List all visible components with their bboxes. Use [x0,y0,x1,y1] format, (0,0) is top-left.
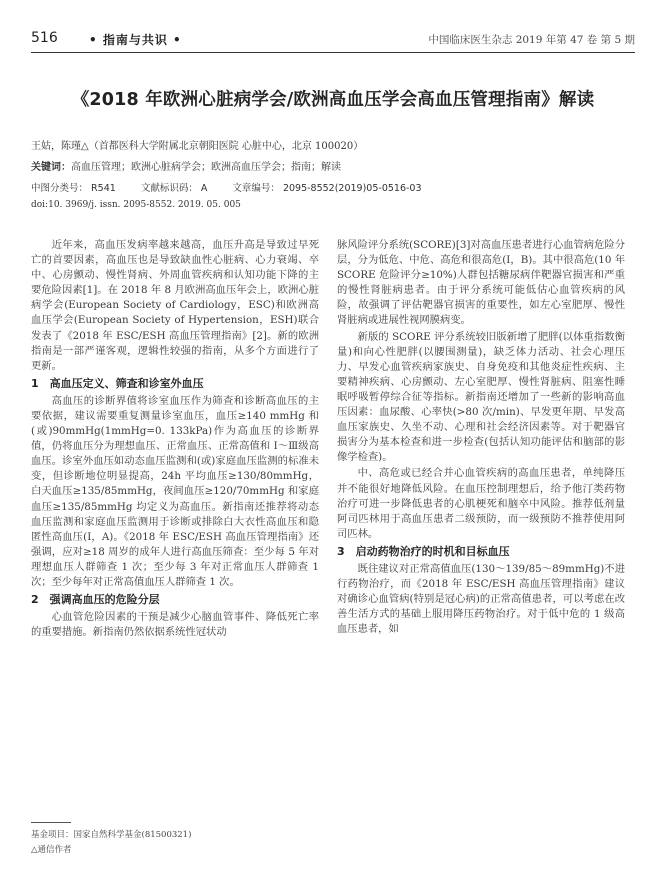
fund-note: 基金项目：国家自然科学基金(81500321) [31,830,192,840]
section-2-paragraph: 心血管危险因素的干预是减少心脑血管事件、降低死亡率的重要措施。新指南仍然依据系统性冠状动 [31,611,319,639]
clc-label: 中图分类号： [31,183,89,194]
right-column [337,238,625,638]
section-2-continued: 脉风险评分系统(SCORE)[3]对高血压患者进行心血管病危险分层，分为低危、中危、高危和很高危(Ⅰ，B)。其中很高危(10 年 SCORE 危险评分≥10%)人群包括糖尿病伴靶器官损害和严重的慢性肾脏病患者。由于评分系统可能低估心血管疾病的风险，故强调了评估靶器官损害的重要性，如左心室肥厚、慢性肾脏病或进展性视网膜病变。 [337,239,625,327]
intro-paragraph: 近年来，高血压发病率越来越高，血压升高是导致过早死亡的首要因素，高血压也是导致缺血性心脏病、心力衰竭、卒中、心房颤动、慢性肾病、外周血管疾病和认知功能下降的主要危险因素[1]。在 2018 年 8 月欧洲高血压年会上，欧洲心脏病学会(European Society of Cardiology，ESC)和欧洲高血压学会(European Society of Hypertension，ESH)联合发表了《2018 年 ESC/ESH 高血压管理指南》[2]。新的欧洲指南是一部严谨客观，逻辑性较强的指南，从多个方面进行了更新。 [31,239,319,372]
footnote-rule [31,822,71,823]
section-1-paragraph: 高血压的诊断界值将诊室血压作为筛查和诊断高血压的主要依据，建议需要重复测量诊室血压，血压≥140 mmHg 和(或)90mmHg(1mmHg=0. 133kPa)作为高血压的诊断界值，仍将血压分为理想血压、正常血压、正常高值和 Ⅰ～Ⅲ级高血压。诊室外血压如动态血压监测和(或)家庭血压监测的标准未变，但诊断地位明显提高，24h 平均血压≥130/80mmHg，白天血压≥135/85mmHg，夜间血压≥120/70mmHg 和家庭血压≥135/85mmHg 均定义为高血压。新指南还推荐将动态血压监测和家庭血压监测用于诊断或排除白大衣性高血压和隐匿性高血压(Ⅰ，A)。《2018 年 ESC/ESH 高血压管理指南》还强调，应对≥18 周岁的成年人进行高血压筛查：至少每 5 年对理想血压人群筛查 1 次；至少每 3 年对正常血压人群筛查 1 次；至少每年对正常高值血压人群筛查 1 次。 [31,394,319,588]
section-heading-1: 1 高血压定义、筛查和诊室外血压 [31,376,204,390]
section-heading-2: 2 强调高血压的危险分层 [31,593,160,607]
section-heading-3: 3 启动药物治疗的时机和目标血压 [337,544,510,558]
section-2-paragraph-2: 新版的 SCORE 评分系统较旧版新增了肥胖(以体重指数衡量)和向心性肥胖(以腰围测量)，缺乏体力活动、社会心理压力、早发心血管疾病家族史、自身免疫和其他炎症性疾病、主要精神疾病、心房颤动、左心室肥厚、慢性肾脏病、阻塞性睡眠呼吸暂停综合征等指标。新指南还增加了一些新的影响高血压因素：血尿酸、心率快(>80 次/min)、早发更年期、早发高血压家族史、久坐不动、心理和社会经济因素等。对于靶器官损害分为基本检查和进一步检查(包括认知功能评估和脑部的影像学检查)。 [337,330,625,464]
author-line [31,137,363,152]
page-number: 516 [31,30,58,46]
doc-code-label: 文献标识码： [140,183,198,194]
doi: doi:10. 3969/j. issn. 2095-8552. 2019. 05. 005 [31,200,241,210]
classification-line [31,180,422,194]
journal-info: 中国临床医生杂志 2019 年第 47 卷 第 5 期 [428,34,635,46]
article-title: 《2018 年欧洲心脏病学会/欧洲高血压学会高血压管理指南》解读 [71,90,595,110]
keywords-label: 关键词： [31,162,71,173]
section-3-paragraph: 既往建议对正常高值血压(130～139/85～89mmHg)不进行药物治疗，而《2018 年 ESC/ESH 高血压管理指南》建议对确诊心血管病(特别是冠心病)的正常高值患者，可以考虑在改善生活方式的基础上服用降压药物治疗。对于低中危的 1 级高血压患者，如 [337,562,625,636]
affiliation: △（首都医科大学附属北京朝阳医院 心脏中心，北京 100020） [81,141,364,152]
article-no-label: 文章编号： [232,183,280,194]
clc-value: R541 [91,183,116,194]
article-no-value: 2095-8552(2019)05-0516-03 [282,183,422,194]
corresponding-note: △通信作者 [31,845,72,855]
keywords-value: 高血压管理；欧洲心脏病学会；欧洲高血压学会；指南；解读 [71,162,341,173]
header-rule [31,52,635,53]
section-label: • 指南与共识 • [89,33,182,47]
authors: 王姑，陈瑾 [31,141,81,152]
doc-code-value: A [200,183,208,194]
left-column [31,238,319,641]
running-header [31,30,635,50]
section-2-paragraph-3: 中、高危或已经合并心血管疾病的高血压患者，单纯降压并不能很好地降低风险。在血压控制理想后，给予他汀类药物治疗可进一步降低患者的心肌梗死和脑卒中风险。推荐低剂量阿司匹林用于高血压患者二级预防，而一级预防不推荐使用阿司匹林。 [337,467,625,540]
keywords-line [31,158,341,173]
